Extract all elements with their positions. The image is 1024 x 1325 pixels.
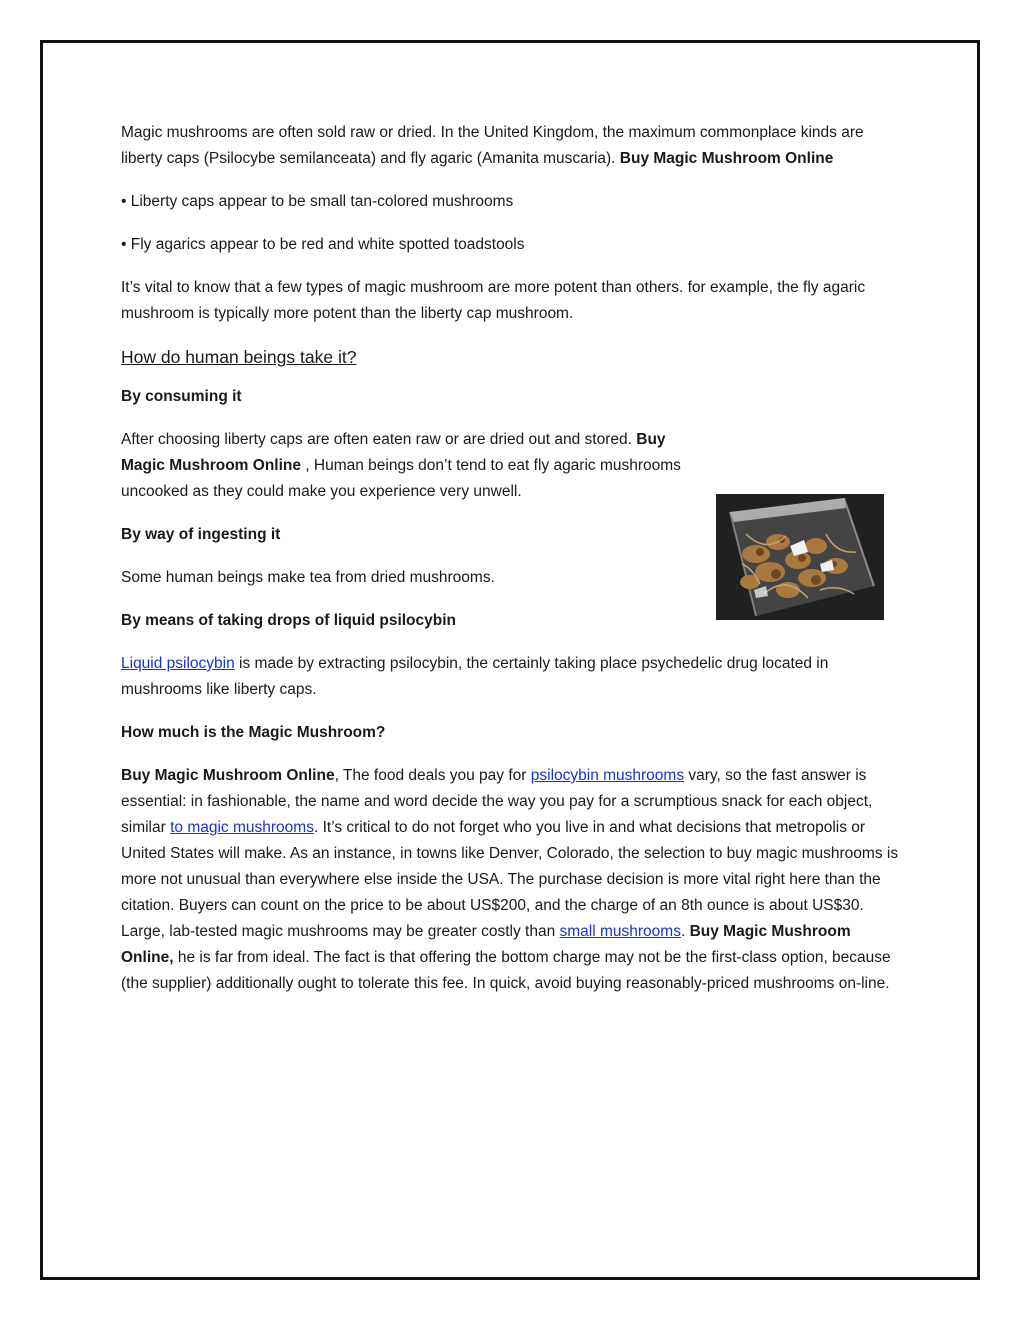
potency-paragraph: It’s vital to know that a few types of magic mushroom are more potent than others. for example, the fly agaric mushroom is typically more potent than the liberty cap mushroom.: [121, 279, 866, 322]
liquid-psilocybin-link[interactable]: Liquid psilocybin: [121, 655, 235, 672]
price-paragraph: Buy Magic Mushroom Online, The food deals you pay for psilocybin mushrooms vary, so the fast answer is essential: in fashionable, the name and word decide the way you pay for a scrumptious snack for each object, similar to magic mushrooms. It’s critical to do not forget who you live in and what decisions that metropolis or United States will make. As an instance, in towns like Denver, Colorado, the selection to buy magic mushrooms is more not unusual than everywhere else inside the USA. The purchase decision is more vital right here than the citation. Buyers can count on the price to be about US$200, and the charge of an 8th ounce is about US$30. Large, lab-tested magic mushrooms may be greater costly than small mushrooms. Buy Magic Mushroom Online, he is far from ideal. The fact is that offering the bottom charge may not be the first-class option, because (the supplier) additionally ought to tolerate this fee. In quick, avoid buying reasonably-priced mushrooms on-line.: [121, 767, 899, 992]
buy-online-bold: Buy Magic Mushroom Online: [121, 431, 666, 474]
magic-mushrooms-link[interactable]: to magic mushrooms: [170, 819, 314, 836]
section-heading: How do human beings take it?: [121, 347, 357, 367]
small-mushrooms-link[interactable]: small mushrooms: [559, 923, 681, 940]
liquid-paragraph: Liquid psilocybin is made by extracting psilocybin, the certainly taking place psychedelic drug located in mushrooms like liberty caps.: [121, 655, 829, 698]
mushroom-photo-illustration: [716, 494, 884, 620]
bullet-liberty-caps: • Liberty caps appear to be small tan-colored mushrooms: [121, 193, 514, 210]
bullet-fly-agarics: • Fly agarics appear to be red and white spotted toadstools: [121, 236, 525, 253]
intro-paragraph: Magic mushrooms are often sold raw or dried. In the United Kingdom, the maximum commonplace kinds are liberty caps (Psilocybe semilanceata) and fly agaric (Amanita muscaria). Buy Magic Mushroom Online: [121, 124, 864, 167]
psilocybin-mushrooms-link[interactable]: psilocybin mushrooms: [530, 767, 685, 784]
mushroom-bag-photo: [716, 494, 884, 620]
buy-online-bold: Buy Magic Mushroom Online,: [121, 923, 851, 966]
subheading-ingesting: By way of ingesting it: [121, 526, 281, 543]
buy-online-bold: Buy Magic Mushroom Online: [619, 150, 834, 167]
subheading-consuming: By consuming it: [121, 388, 242, 405]
tea-paragraph: Some human beings make tea from dried mushrooms.: [121, 569, 495, 586]
subheading-liquid: By means of taking drops of liquid psilocybin: [121, 612, 457, 629]
subheading-price: How much is the Magic Mushroom?: [121, 724, 386, 741]
buy-online-bold: Buy Magic Mushroom Online: [121, 767, 335, 784]
consuming-paragraph: After choosing liberty caps are often eaten raw or are dried out and stored. Buy Magic Mushroom Online , Human beings don’t tend to eat fly agaric mushrooms uncooked as they could make you experience very unwell.: [121, 431, 681, 500]
